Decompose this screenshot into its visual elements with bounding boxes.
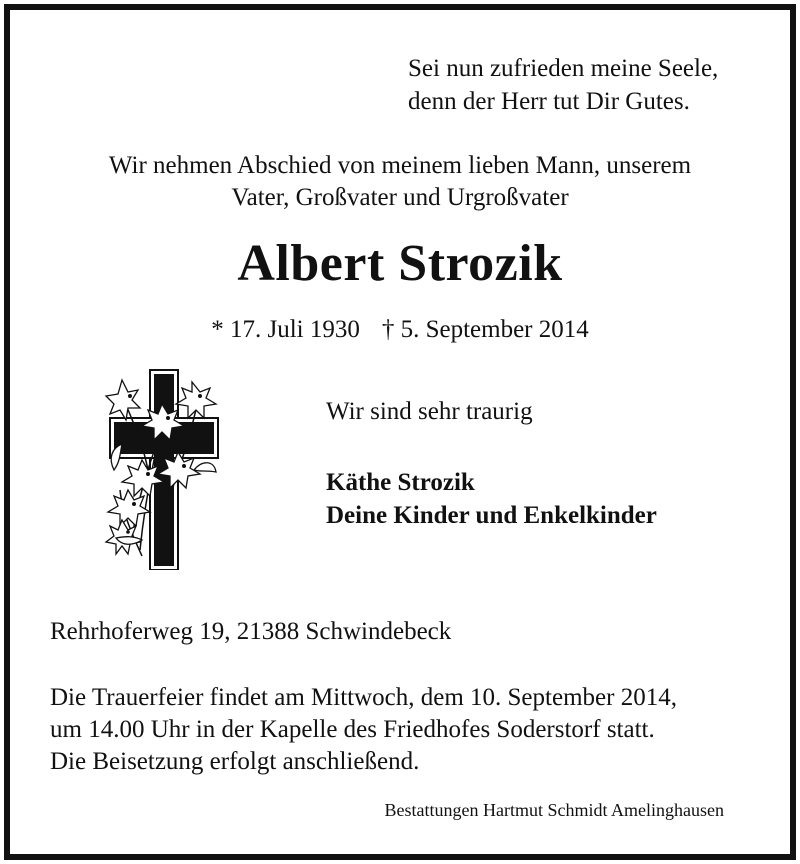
life-dates: [10, 316, 790, 344]
obituary-notice: [4, 4, 796, 860]
cross-with-lilies-icon: [102, 360, 220, 570]
mourner-2: Deine Kinder und Enkelkinder: [326, 502, 657, 529]
service-line-1: Die Trauerfeier findet am Mittwoch, dem 10. September 2014,: [50, 684, 677, 711]
verse-line-2: denn der Herr tut Dir Gutes.: [408, 88, 690, 115]
funeral-home: Bestattungen Hartmut Schmidt Amelinghausen: [384, 800, 724, 820]
farewell-intro: [10, 150, 790, 214]
mourner-1: Käthe Strozik: [326, 469, 475, 496]
service-line-2: um 14.00 Uhr in der Kapelle des Friedhofes Soderstorf statt.: [50, 716, 655, 743]
funeral-service-info: [50, 682, 677, 778]
mourners-names: [326, 466, 657, 532]
birth-date: * 17. Juli 1930: [211, 316, 360, 343]
mourners-intro: Wir sind sehr traurig: [326, 398, 533, 425]
intro-line-1: Wir nehmen Abschied von meinem lieben Mann, unserem: [108, 152, 692, 179]
service-line-3: Die Beisetzung erfolgt anschließend.: [50, 748, 420, 775]
death-date: † 5. September 2014: [381, 316, 589, 343]
verse-line-1: Sei nun zufrieden meine Seele,: [408, 55, 719, 82]
intro-line-2: Vater, Großvater und Urgroßvater: [231, 184, 569, 211]
deceased-name: Albert Strozik: [237, 235, 563, 292]
family-address: Rehrhoferweg 19, 21388 Schwindebeck: [50, 618, 452, 645]
bible-verse: [408, 52, 718, 118]
